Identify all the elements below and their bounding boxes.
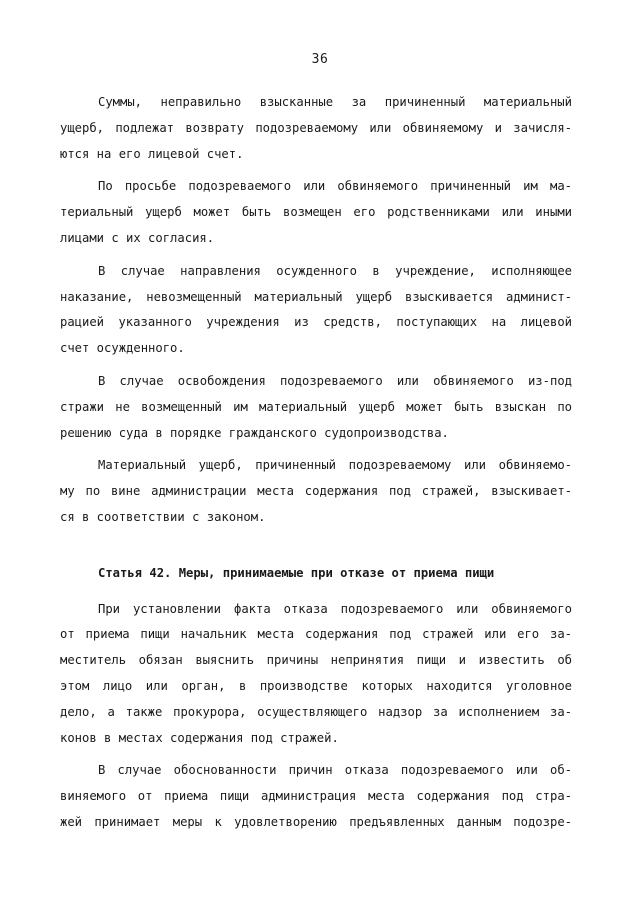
text-line: решению суда в порядке гражданского судопроизводства.	[60, 425, 449, 440]
paragraph	[60, 758, 572, 835]
text-line: ются на его лицевой счет.	[60, 146, 244, 161]
text-line: рацией указанного учреждения из средств, поступающих на лицевой	[60, 315, 572, 330]
text-line: конов в местах содержания под стражей.	[60, 730, 339, 745]
text-line: Суммы, неправильно взысканные за причиненный материальный	[98, 95, 572, 109]
text-line: ся в соответствии с законом.	[60, 509, 266, 524]
text-line: При установлении факта отказа подозреваемого или обвиняемого	[98, 601, 572, 616]
text-line: счет осужденного.	[60, 341, 185, 356]
text-line: В случае обоснованности причин отказа подозреваемого или об-	[98, 763, 572, 778]
text-line: ущерб, подлежат возврату подозреваемому или обвиняемому и зачисля-	[60, 120, 572, 135]
text-line: этом лицо или орган, в производстве которых находится уголовное	[60, 678, 572, 693]
paragraph	[60, 259, 572, 362]
paragraph	[60, 369, 572, 446]
text-line: В случае освобождения подозреваемого или обвиняемого из-под	[98, 373, 572, 388]
text-line: Материальный ущерб, причиненный подозреваемому или обвиняемо-	[98, 458, 572, 473]
text-line: виняемого от приема пищи администрация места содержания под стра-	[60, 789, 572, 804]
text-line: лицами с их согласия.	[60, 230, 215, 245]
paragraph	[60, 453, 572, 530]
document-body	[60, 90, 572, 843]
text-line: жей принимает меры к удовлетворению предъявленных данным подозре-	[60, 814, 572, 829]
text-line: меститель обязан выяснить причины непринятия пищи и известить об	[60, 653, 572, 668]
page-number: 36	[311, 52, 329, 67]
text-line: дело, а также прокурора, осуществляющего надзор за исполнением за-	[60, 704, 572, 719]
paragraphs-before-heading	[60, 90, 572, 531]
text-line: от приема пищи начальник места содержания под стражей или его за-	[60, 627, 572, 642]
text-line: В случае направления осужденного в учреждение, исполняющее	[98, 263, 572, 278]
text-line: териальный ущерб может быть возмещен его родственниками или иными	[60, 205, 572, 220]
paragraph	[60, 174, 572, 251]
text-line: По просьбе подозреваемого или обвиняемого причиненный им ма-	[98, 179, 572, 194]
text-line: му по вине администрации места содержания под стражей, взыскивает-	[60, 484, 572, 499]
text-line: наказание, невозмещенный материальный ущерб взыскивается админист-	[60, 289, 572, 304]
text-line: стражи не возмещенный им материальный ущерб может быть взыскан по	[60, 399, 572, 414]
paragraph	[60, 597, 572, 752]
paragraph	[60, 90, 572, 167]
paragraphs-after-heading	[60, 597, 572, 836]
article-heading: Статья 42. Меры, принимаемые при отказе от приема пищи	[98, 565, 495, 580]
